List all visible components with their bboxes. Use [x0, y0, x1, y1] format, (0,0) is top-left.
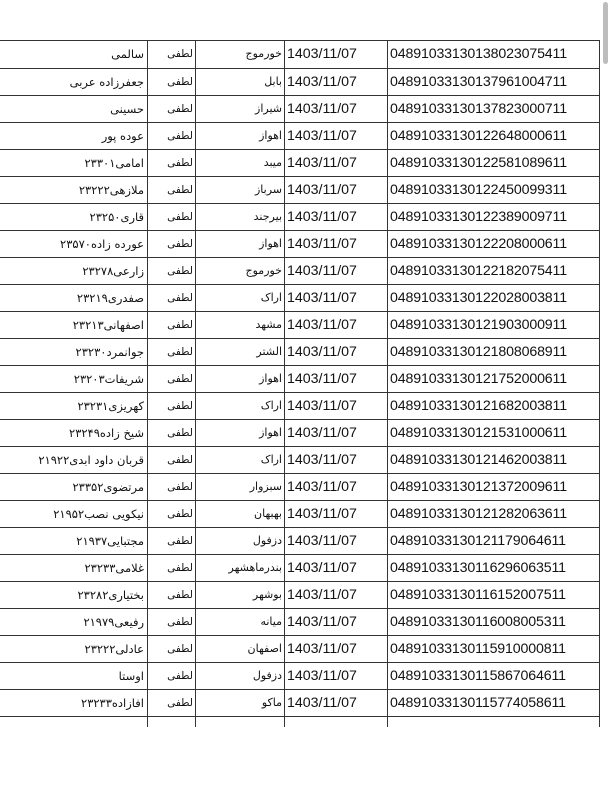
- table-row: [0, 312, 600, 339]
- city-cell: بهبهان: [254, 507, 282, 520]
- column-divider: [147, 40, 148, 727]
- tracking-id-cell: 04891033130121179064611: [390, 533, 566, 549]
- date-cell: 1403/11/07: [287, 263, 357, 279]
- name-cell: اوستا: [118, 669, 144, 683]
- table-row: [0, 41, 600, 69]
- table-row: [0, 393, 600, 420]
- name-cell: قاری۲۳۲۵۰: [89, 210, 144, 224]
- tracking-id-cell: 04891033130121682003811: [390, 398, 567, 414]
- date-cell: 1403/11/07: [287, 371, 357, 387]
- type-cell: لطفی: [167, 130, 193, 142]
- city-cell: میانه: [260, 615, 282, 628]
- city-cell: اصفهان: [247, 642, 282, 655]
- type-cell: لطفی: [167, 157, 193, 169]
- table-row: [0, 150, 600, 177]
- type-cell: لطفی: [167, 346, 193, 358]
- tracking-id-cell: 04891033130138023075411: [390, 46, 567, 62]
- date-cell: 1403/11/07: [287, 317, 357, 333]
- name-cell: قربان داود ابدی۲۱۹۲۲: [38, 453, 144, 467]
- type-cell: لطفی: [167, 76, 193, 88]
- type-cell: لطفی: [167, 589, 193, 601]
- type-cell: لطفی: [167, 211, 193, 223]
- tracking-id-cell: 04891033130115774058611: [390, 695, 566, 711]
- city-cell: خورموج: [245, 47, 282, 60]
- tracking-id-cell: 04891033130121531000611: [390, 425, 567, 441]
- column-divider: [387, 40, 388, 727]
- city-cell: دزفول: [252, 669, 282, 682]
- type-cell: لطفی: [167, 481, 193, 493]
- type-cell: لطفی: [167, 562, 193, 574]
- table-row: [0, 69, 600, 96]
- date-cell: 1403/11/07: [287, 209, 357, 225]
- data-table: [0, 40, 600, 717]
- type-cell: لطفی: [167, 184, 193, 196]
- tracking-id-cell: 04891033130122581089611: [390, 155, 567, 171]
- type-cell: لطفی: [167, 292, 193, 304]
- tracking-id-cell: 04891033130121808068911: [390, 344, 567, 360]
- date-cell: 1403/11/07: [287, 506, 357, 522]
- table-row: [0, 663, 600, 690]
- date-cell: 1403/11/07: [287, 533, 357, 549]
- type-cell: لطفی: [167, 400, 193, 412]
- type-cell: لطفی: [167, 670, 193, 682]
- tracking-id-cell: 04891033130122208000611: [390, 236, 567, 252]
- name-cell: نیکویی نصب۲۱۹۵۲: [53, 507, 144, 521]
- name-cell: صفدری۲۳۲۱۹: [76, 291, 144, 305]
- table-row: [0, 690, 600, 717]
- name-cell: حسینی: [110, 102, 144, 116]
- date-cell: 1403/11/07: [287, 46, 357, 62]
- city-cell: سرباز: [254, 183, 282, 196]
- city-cell: اهواز: [259, 372, 282, 385]
- date-cell: 1403/11/07: [287, 452, 357, 468]
- table-row: [0, 258, 600, 285]
- type-cell: لطفی: [167, 508, 193, 520]
- table-row: [0, 447, 600, 474]
- city-cell: بندرماهشهر: [228, 561, 282, 574]
- type-cell: لطفی: [167, 454, 193, 466]
- city-cell: دزفول: [252, 534, 282, 547]
- tracking-id-cell: 04891033130122389009711: [390, 209, 567, 225]
- table-row: [0, 609, 600, 636]
- city-cell: ماکو: [261, 696, 282, 709]
- table-row: [0, 366, 600, 393]
- tracking-id-cell: 04891033130137823000711: [390, 101, 567, 117]
- date-cell: 1403/11/07: [287, 587, 357, 603]
- scrollbar-thumb[interactable]: [603, 2, 608, 64]
- name-cell: افازاده۲۳۲۳۳: [81, 696, 144, 710]
- name-cell: غلامی۲۳۲۳۳: [84, 561, 144, 575]
- city-cell: سبزوار: [249, 480, 282, 493]
- name-cell: عادلی۲۳۲۲۲: [84, 642, 144, 656]
- name-cell: کهریزی۲۳۲۳۱: [77, 399, 144, 413]
- name-cell: ملازهی۲۳۲۲۲: [78, 183, 144, 197]
- date-cell: 1403/11/07: [287, 398, 357, 414]
- name-cell: عورده زاده۲۳۵۷۰: [60, 237, 144, 251]
- type-cell: لطفی: [167, 265, 193, 277]
- name-cell: شریفات۲۳۲۰۳: [73, 372, 144, 386]
- name-cell: بختیاری۲۳۲۸۲: [77, 588, 144, 602]
- table-row: [0, 204, 600, 231]
- tracking-id-cell: 04891033130116008005311: [390, 614, 566, 630]
- tracking-id-cell: 04891033130122648000611: [390, 128, 567, 144]
- name-cell: جوانمرد۲۳۲۳۰: [75, 345, 144, 359]
- tracking-id-cell: 04891033130115910000811: [390, 641, 566, 657]
- date-cell: 1403/11/07: [287, 425, 357, 441]
- city-cell: اراک: [260, 453, 282, 466]
- city-cell: اراک: [260, 291, 282, 304]
- tracking-id-cell: 04891033130122182075411: [390, 263, 567, 279]
- table-row: [0, 555, 600, 582]
- table-row: [0, 474, 600, 501]
- date-cell: 1403/11/07: [287, 668, 357, 684]
- column-divider: [195, 40, 196, 727]
- name-cell: زارعی۲۳۲۷۸: [82, 264, 144, 278]
- type-cell: لطفی: [167, 238, 193, 250]
- name-cell: سالمی: [111, 47, 144, 61]
- city-cell: بابل: [264, 75, 282, 88]
- city-cell: اهواز: [259, 237, 282, 250]
- type-cell: لطفی: [167, 697, 193, 709]
- name-cell: اصفهانی۲۳۲۱۳: [72, 318, 144, 332]
- date-cell: 1403/11/07: [287, 155, 357, 171]
- table-row: [0, 636, 600, 663]
- tracking-id-cell: 04891033130122450099311: [390, 182, 567, 198]
- name-cell: عوده پور: [101, 129, 144, 143]
- type-cell: لطفی: [167, 319, 193, 331]
- tracking-id-cell: 04891033130122028003811: [390, 290, 567, 306]
- tracking-id-cell: 04891033130116296063511: [390, 560, 566, 576]
- tracking-id-cell: 04891033130121372009611: [390, 479, 567, 495]
- vertical-scrollbar[interactable]: [600, 0, 611, 70]
- table-row: [0, 420, 600, 447]
- date-cell: 1403/11/07: [287, 101, 357, 117]
- date-cell: 1403/11/07: [287, 614, 357, 630]
- tracking-id-cell: 04891033130116152007511: [390, 587, 566, 603]
- name-cell: رفیعی۲۱۹۷۹: [83, 615, 144, 629]
- name-cell: امامی۲۳۳۰۱: [84, 156, 144, 170]
- city-cell: الشتر: [256, 345, 282, 358]
- tracking-id-cell: 04891033130121282063611: [390, 506, 567, 522]
- city-cell: اهواز: [259, 129, 282, 142]
- name-cell: مجتبایی۲۱۹۳۷: [76, 534, 144, 548]
- date-cell: 1403/11/07: [287, 641, 357, 657]
- type-cell: لطفی: [167, 535, 193, 547]
- city-cell: بوشهر: [252, 588, 282, 601]
- city-cell: اهواز: [259, 426, 282, 439]
- tracking-id-cell: 04891033130121903000911: [390, 317, 567, 333]
- city-cell: خورموج: [245, 264, 282, 277]
- table-row: [0, 177, 600, 204]
- type-cell: لطفی: [167, 103, 193, 115]
- table-row: [0, 528, 600, 555]
- city-cell: شیراز: [255, 102, 282, 115]
- date-cell: 1403/11/07: [287, 479, 357, 495]
- tracking-id-cell: 04891033130121752000611: [390, 371, 567, 387]
- table-row: [0, 339, 600, 366]
- date-cell: 1403/11/07: [287, 344, 357, 360]
- type-cell: لطفی: [167, 373, 193, 385]
- date-cell: 1403/11/07: [287, 560, 357, 576]
- date-cell: 1403/11/07: [287, 182, 357, 198]
- table-row: [0, 123, 600, 150]
- table-row: [0, 285, 600, 312]
- name-cell: مرتضوی۲۳۳۵۲: [72, 480, 144, 494]
- date-cell: 1403/11/07: [287, 74, 357, 90]
- date-cell: 1403/11/07: [287, 128, 357, 144]
- date-cell: 1403/11/07: [287, 236, 357, 252]
- column-divider: [284, 40, 285, 727]
- table-row: [0, 582, 600, 609]
- table-row: [0, 231, 600, 258]
- date-cell: 1403/11/07: [287, 290, 357, 306]
- city-cell: مشهد: [255, 318, 282, 331]
- type-cell: لطفی: [167, 48, 193, 60]
- type-cell: لطفی: [167, 616, 193, 628]
- name-cell: شیخ زاده۲۳۲۴۹: [69, 426, 144, 440]
- table-row: [0, 96, 600, 123]
- column-divider: [599, 40, 600, 727]
- type-cell: لطفی: [167, 643, 193, 655]
- tracking-id-cell: 04891033130115867064611: [390, 668, 566, 684]
- name-cell: جعفرزاده عربی: [69, 75, 144, 89]
- type-cell: لطفی: [167, 427, 193, 439]
- city-cell: بیرجند: [253, 210, 282, 223]
- city-cell: میبد: [263, 156, 282, 169]
- table-row: [0, 501, 600, 528]
- tracking-id-cell: 04891033130137961004711: [390, 74, 567, 90]
- date-cell: 1403/11/07: [287, 695, 357, 711]
- tracking-id-cell: 04891033130121462003811: [390, 452, 567, 468]
- city-cell: اراک: [260, 399, 282, 412]
